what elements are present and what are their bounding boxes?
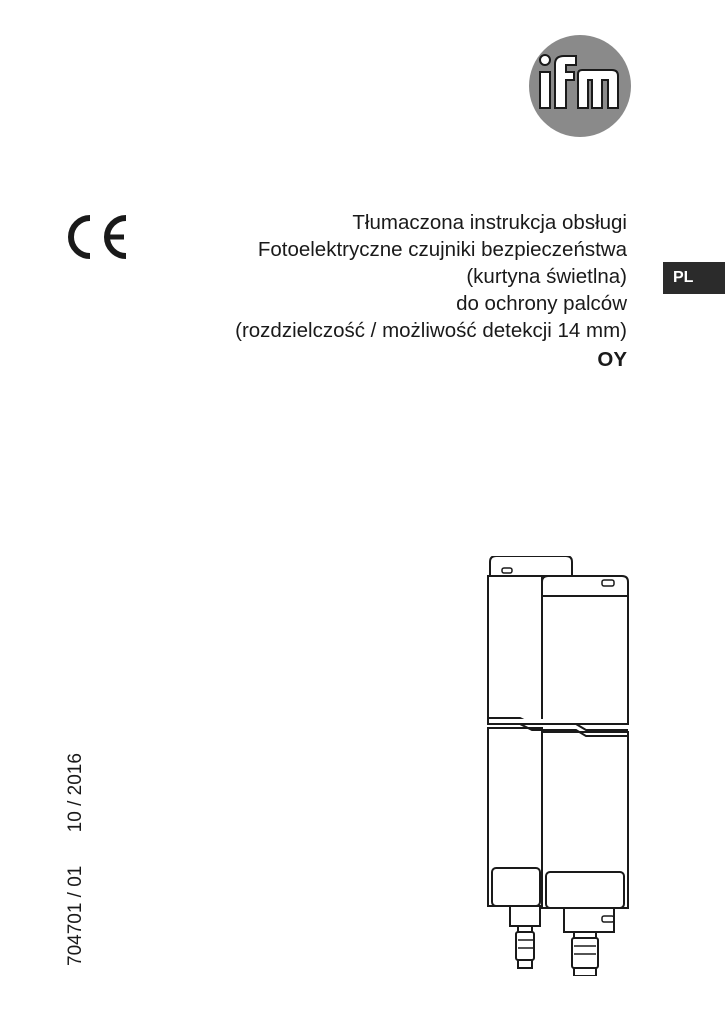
doc-date: 10 / 2016 [65, 753, 86, 833]
model-code: OY [597, 348, 627, 371]
ifm-logo [528, 34, 632, 138]
document-title [107, 209, 627, 373]
document-meta [65, 753, 87, 966]
language-label: PL [673, 269, 694, 286]
title-line: do ochrony palców [456, 292, 627, 315]
doc-number: 704701 / 01 [65, 865, 86, 966]
title-line: Fotoelektryczne czujniki bezpieczeństwa [257, 238, 627, 261]
light-curtain-illustration [478, 556, 640, 976]
title-line: (rozdzielczość / możliwość detekcji 14 mm) [235, 319, 627, 342]
title-line: Tłumaczona instrukcja obsługi [352, 211, 627, 234]
language-tab [663, 262, 725, 294]
title-line: (kurtyna świetlna) [466, 265, 627, 288]
